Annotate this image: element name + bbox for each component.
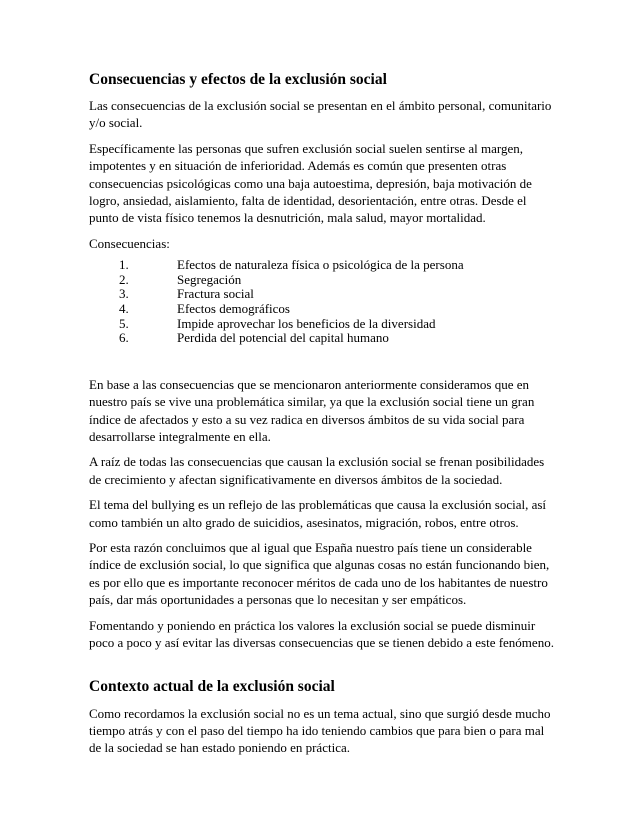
paragraph: Fomentando y poniendo en práctica los valores la exclusión social se puede disminuir poco a poco y así evitar las diversas consecuencias que se tienen debido a este fenómeno. — [89, 617, 554, 651]
section-heading-consecuencias: Consecuencias y efectos de la exclusión social — [89, 71, 387, 88]
list-item: 3. Fractura social — [119, 286, 254, 302]
list-item: 4. Efectos demográficos — [119, 301, 290, 317]
paragraph: El tema del bullying es un reflejo de las problemáticas que causa la exclusión social, así como también un alto grado de suicidios, asesinatos, migración, robos, entre otros. — [89, 497, 547, 530]
paragraph: A raíz de todas las consecuencias que causan la exclusión social se frenan posibilidades de crecimiento y afectan significativamente en diversos ámbitos de la sociedad. — [89, 454, 545, 487]
document-page — [89, 70, 559, 757]
paragraph: Las consecuencias de la exclusión social se presentan en el ámbito personal, comunitario y/o social. — [89, 98, 552, 131]
paragraph: Como recordamos la exclusión social no es un tema actual, sino que surgió desde mucho tiempo atrás y con el paso del tiempo ha ido teniendo cambios que para bien o para mal de la sociedad se han estado poniendo en práctica. — [89, 705, 551, 756]
paragraph: En base a las consecuencias que se mencionaron anteriormente consideramos que en nuestro país se vive una problemática similar, ya que la exclusión social tiene un gran índice de afectados y esto a su vez radica en diversos ámbitos de su vida social para desarrollarse integralmente en ella. — [89, 376, 535, 445]
consequences-list — [89, 258, 559, 346]
list-intro: Consecuencias: — [89, 235, 170, 251]
paragraph: Por esta razón concluimos que al igual que España nuestro país tiene un considerable índice de exclusión social, lo que significa que algunas cosas no están funcionando bien, es por ello que es importante reconocer méritos de cada uno de los habitantes de nuestro país, dar más oportunidades a personas que lo necesitan y ser empáticos. — [89, 540, 550, 608]
list-item: 1. Efectos de naturaleza física o psicológica de la persona — [119, 257, 464, 273]
section-heading-contexto: Contexto actual de la exclusión social — [89, 677, 335, 695]
list-item: 5. Impide aprovechar los beneficios de la diversidad — [119, 315, 436, 331]
paragraph: Específicamente las personas que sufren exclusión social suelen sentirse al margen, impotentes y en situación de inferioridad. Además es común que presenten otras consecuencias psicológicas como una baja autoestima, depresión, baja motivación de logro, ansiedad, aislamiento, falta de identidad, desorientación, entre otras. Desde el punto de vista físico tenemos la desnutrición, mala salud, mayor mortalidad. — [89, 140, 532, 226]
list-item: 6. Perdida del potencial del capital humano — [119, 330, 389, 346]
list-item: 2. Segregación — [119, 271, 242, 287]
